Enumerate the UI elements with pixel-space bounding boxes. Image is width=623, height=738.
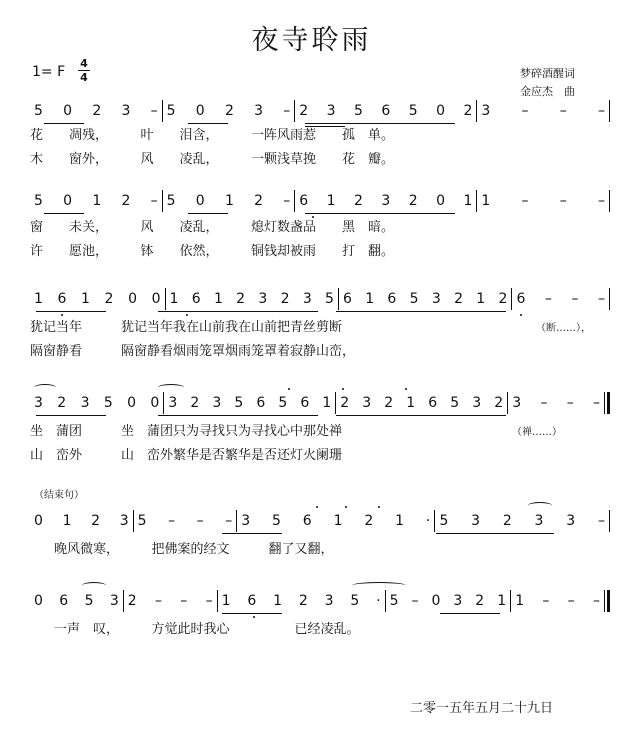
note: 1	[81, 291, 90, 307]
note: 3	[254, 103, 264, 119]
note: 3	[80, 395, 90, 411]
note: 0	[431, 593, 441, 609]
note: 0	[128, 291, 137, 307]
measure	[508, 392, 604, 414]
note: –	[205, 593, 213, 609]
note: 2	[224, 103, 234, 119]
notation-line-3	[30, 288, 610, 310]
measure	[511, 590, 604, 612]
note: 3	[121, 103, 131, 119]
note: 6	[57, 291, 67, 307]
note: 2	[463, 103, 473, 119]
note: 0	[436, 193, 445, 209]
note: –	[196, 513, 204, 529]
note: 5	[354, 103, 363, 119]
measure	[30, 288, 165, 310]
lyric-line: 木 窗外， 风 凌乱， 一颗浅草挽 花 瓣。	[30, 152, 395, 167]
note: 2	[254, 193, 264, 209]
notation-line-1	[30, 100, 610, 122]
lyric-line: 晚风微寒， 把佛案的经文 翻了又翻，	[54, 542, 334, 557]
note: 0	[436, 103, 445, 119]
note: 2	[408, 193, 418, 209]
measure	[336, 392, 507, 414]
measure	[163, 100, 295, 122]
note: 2	[236, 291, 246, 307]
note: 3	[453, 593, 463, 609]
note: –	[540, 395, 548, 411]
time-signature-bottom: 4	[80, 71, 88, 84]
note: –	[598, 291, 606, 307]
note: –	[566, 395, 574, 411]
note: 6	[342, 291, 352, 307]
measure	[477, 100, 609, 122]
note: –	[411, 593, 419, 609]
note: 5	[350, 593, 360, 609]
note: ·	[376, 593, 381, 609]
note: 6	[299, 193, 309, 209]
note: –	[597, 513, 605, 529]
lyricist-credit: 梦碎酒醒词	[520, 67, 575, 80]
note: 1	[224, 193, 234, 209]
note: 2	[340, 395, 350, 411]
note: –	[521, 103, 529, 119]
note: 3	[168, 395, 178, 411]
note: 5	[278, 395, 288, 411]
lyric-line: 犹记当年 犹记当年我在山前我在山前把青丝剪断	[30, 320, 343, 335]
lyric-annotation: （断……），	[536, 323, 591, 334]
note: 3	[119, 513, 129, 529]
note: 6	[191, 291, 201, 307]
measure	[30, 510, 133, 532]
note: 0	[63, 193, 73, 209]
note: –	[571, 291, 579, 307]
note: 0	[127, 395, 137, 411]
note: 3	[472, 395, 482, 411]
measure	[134, 510, 237, 532]
key-signature: 1= F	[32, 64, 66, 80]
note: 6	[300, 395, 310, 411]
note: 3	[512, 395, 522, 411]
note: 6	[59, 593, 69, 609]
note: 2	[494, 395, 504, 411]
note: 5	[103, 395, 113, 411]
note: 1	[213, 291, 223, 307]
note: 3	[324, 593, 334, 609]
note: 5	[34, 103, 43, 119]
note: 1	[34, 291, 43, 307]
note: 0	[34, 593, 43, 609]
note: 5	[325, 291, 334, 307]
note: 5	[409, 291, 419, 307]
note: 2	[121, 193, 131, 209]
note: 3	[566, 513, 576, 529]
lyric-annotation: （禅……）	[512, 427, 562, 438]
note: 6	[381, 103, 391, 119]
note: 5	[84, 593, 94, 609]
note: –	[567, 593, 575, 609]
note: 0	[195, 193, 205, 209]
measure	[164, 392, 335, 414]
note: 3	[534, 513, 544, 529]
measure	[166, 288, 338, 310]
note: 3	[109, 593, 119, 609]
note: 1	[406, 395, 416, 411]
notation-line-6	[30, 590, 610, 612]
note: 1	[497, 593, 507, 609]
measure	[163, 190, 295, 212]
note: 1	[92, 193, 102, 209]
note: 6	[256, 395, 266, 411]
note: 1	[62, 513, 72, 529]
measure	[386, 590, 511, 612]
note: 5	[439, 513, 449, 529]
measure	[237, 510, 434, 532]
repeat-barline	[604, 392, 610, 414]
note: 2	[299, 103, 309, 119]
note: 0	[150, 395, 160, 411]
note: 2	[475, 593, 485, 609]
time-signature	[78, 58, 90, 83]
lyric-line: 坐 蒲团 坐 蒲团只为寻找只为寻找心中那处禅	[30, 424, 343, 439]
note: 3	[34, 395, 43, 411]
note: 2	[190, 395, 200, 411]
final-barline	[604, 590, 610, 612]
note: 6	[247, 593, 257, 609]
note: 2	[280, 291, 290, 307]
measure	[30, 590, 123, 612]
lyric-line: 花 凋残， 叶 泪含， 一阵风雨惹 孤 单。	[30, 128, 395, 143]
note: 5	[137, 513, 147, 529]
note: 0	[151, 291, 161, 307]
note: 6	[428, 395, 438, 411]
lyric-line: 隔窗静看 隔窗静看烟雨笼罩烟雨笼罩着寂静山峦，	[30, 344, 356, 359]
note: 6	[516, 291, 526, 307]
note: 5	[34, 193, 43, 209]
measure	[295, 190, 476, 212]
note: 2	[454, 291, 463, 307]
note: 6	[302, 513, 312, 529]
note: 0	[63, 103, 73, 119]
measure	[30, 392, 163, 414]
note: 2	[91, 513, 101, 529]
note: –	[225, 513, 233, 529]
note: 1	[273, 593, 283, 609]
measure	[30, 190, 162, 212]
note: 3	[258, 291, 268, 307]
note: 0	[34, 513, 43, 529]
composition-date: 二零一五年五月二十九日	[410, 701, 554, 716]
note: 1	[476, 291, 486, 307]
note: 3	[302, 291, 312, 307]
note: 1	[333, 513, 343, 529]
note: 5	[408, 103, 418, 119]
notation-line-2	[30, 190, 610, 212]
note: –	[180, 593, 188, 609]
measure	[512, 288, 609, 310]
measure	[477, 190, 609, 212]
note: 3	[326, 103, 336, 119]
note: 6	[387, 291, 397, 307]
note: 3	[431, 291, 441, 307]
note: 3	[362, 395, 372, 411]
note: 3	[241, 513, 251, 529]
note: 5	[272, 513, 281, 529]
note: –	[150, 103, 158, 119]
measure	[435, 510, 609, 532]
note: 1	[481, 193, 491, 209]
note: –	[598, 103, 605, 119]
lyric-line: 一声 叹， 方觉此时我心 已经凌乱。	[54, 622, 360, 637]
note: 2	[104, 291, 114, 307]
section-label: （结束句）	[34, 490, 84, 501]
note: 3	[481, 103, 491, 119]
note: 5	[166, 193, 176, 209]
lyric-line: 许 愿池， 钵 依然， 铜钱却被雨 打 翻。	[30, 244, 395, 259]
note: 1	[515, 593, 525, 609]
note: –	[592, 593, 600, 609]
note: –	[542, 593, 550, 609]
note: 2	[502, 513, 512, 529]
time-signature-top: 4	[80, 57, 88, 70]
measure	[339, 288, 511, 310]
note: –	[283, 103, 291, 119]
note: –	[598, 193, 605, 209]
measure	[124, 590, 217, 612]
note: 2	[127, 593, 137, 609]
lyric-line: 山 峦外 山 峦外繁华是否繁华是否还灯火阑珊	[30, 448, 343, 463]
note: –	[150, 193, 158, 209]
note: 2	[498, 291, 508, 307]
note: 5	[450, 395, 460, 411]
note: 2	[92, 103, 102, 119]
note: 5	[234, 395, 244, 411]
note: –	[592, 395, 600, 411]
note: –	[559, 193, 567, 209]
note: 1	[326, 193, 336, 209]
note: 1	[463, 193, 473, 209]
note: 2	[57, 395, 67, 411]
note: 3	[381, 193, 391, 209]
note: –	[559, 103, 567, 119]
note: 5	[389, 593, 399, 609]
note: 1	[395, 513, 405, 529]
composer-credit: 金应杰 曲	[520, 85, 575, 98]
note: 3	[212, 395, 222, 411]
note: 1	[169, 291, 179, 307]
note: –	[283, 193, 291, 209]
notation-line-4	[30, 392, 610, 414]
note: –	[168, 513, 176, 529]
note: 5	[166, 103, 176, 119]
notation-line-5	[30, 510, 610, 532]
note: 2	[364, 513, 374, 529]
measure	[30, 100, 162, 122]
page-title: 夜寺聆雨	[251, 25, 372, 56]
note: ·	[425, 513, 431, 529]
note: –	[155, 593, 162, 609]
measure	[218, 590, 385, 612]
note: 1	[221, 593, 231, 609]
note: 3	[471, 513, 481, 529]
note: –	[544, 291, 552, 307]
lyric-line: 窗 未关， 风 凌乱， 熄灯数盏品 黑 暗。	[30, 220, 395, 235]
note: 1	[365, 291, 375, 307]
note: 1	[322, 395, 332, 411]
note: 0	[195, 103, 205, 119]
note: –	[521, 193, 529, 209]
note: 2	[384, 395, 394, 411]
note: 2	[354, 193, 363, 209]
measure	[295, 100, 476, 122]
note: 2	[298, 593, 308, 609]
